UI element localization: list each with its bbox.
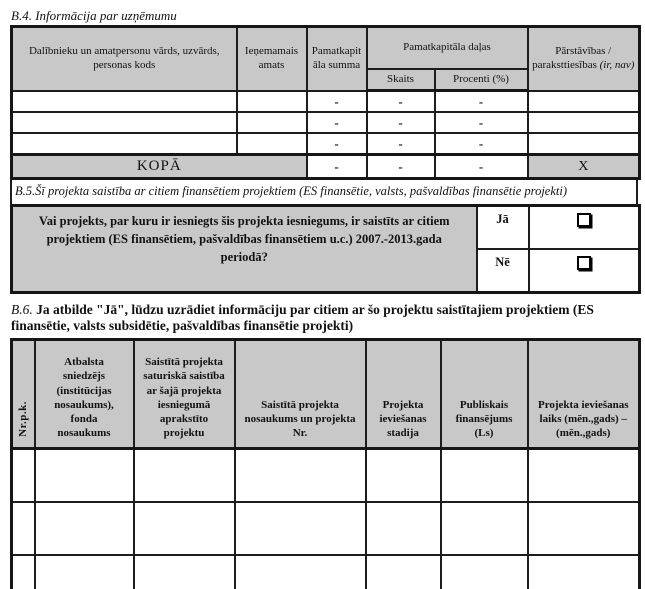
b6-nr-cell[interactable]	[12, 448, 35, 502]
b4-rep-cell[interactable]	[528, 133, 640, 155]
b6-funding-cell[interactable]	[441, 502, 528, 555]
b6-header-nr	[12, 339, 35, 448]
b6-header-nr-label: Nr.p.k.	[17, 400, 30, 437]
b6-provider-cell[interactable]	[35, 555, 134, 589]
b6-header-funding: Publiskais finansējums (Ls)	[441, 339, 528, 448]
b4-count-cell[interactable]: -	[367, 112, 435, 133]
b4-sum-cell[interactable]: -	[307, 112, 367, 133]
table-row	[12, 91, 640, 113]
b4-count-cell[interactable]: -	[367, 133, 435, 155]
b4-position-cell[interactable]	[237, 91, 307, 113]
b6-header-time: Projekta ieviešanas laiks (mēn.,gads) – (mēn.,gads)	[528, 339, 640, 448]
b5-question-text: Vai projekts, par kuru ir iesniegts šis projekta iesniegums, ir saistīts ar citiem projektiem (ES finansētiem, pašvaldības finansētiem u.c.) 2007.-2013.gada periodā?	[12, 205, 477, 292]
b6-funding-cell[interactable]	[441, 448, 528, 502]
b6-time-cell[interactable]	[528, 502, 640, 555]
b4-total-percent: -	[435, 155, 528, 179]
table-row	[12, 555, 640, 589]
b6-header-relation: Saistītā projekta saturiskā saistība ar šajā projekta iesniegumā aprakstīto projektu	[134, 339, 235, 448]
b4-representation-note: (ir, nav)	[599, 58, 635, 71]
b4-total-count: -	[367, 155, 435, 179]
b4-representation-label: Pārstāvības / paraksttiesības	[532, 45, 612, 71]
b6-stage-cell[interactable]	[366, 448, 441, 502]
b4-header-capital-sum: Pamatkapitāla summa	[307, 27, 367, 91]
b5-yes-checkbox-cell[interactable]	[529, 205, 640, 249]
b6-provider-cell[interactable]	[35, 448, 134, 502]
b4-header-shares-percent: Procenti (%)	[435, 69, 528, 91]
b5-option-yes-label: Jā	[477, 205, 529, 249]
b4-total-label: KOPĀ	[12, 155, 307, 179]
b4-header-position: Ieņemamais amats	[237, 27, 307, 91]
section-b6-title	[11, 302, 637, 334]
b4-name-cell[interactable]	[12, 112, 237, 133]
b6-name-nr-cell[interactable]	[235, 555, 366, 589]
b4-company-table	[10, 25, 641, 180]
b6-stage-cell[interactable]	[366, 555, 441, 589]
b6-header-provider: Atbalsta sniedzējs (institūcijas nosaukums), fonda nosaukums	[35, 339, 134, 448]
b5-question-table	[10, 204, 641, 294]
table-row	[12, 448, 640, 502]
b6-nr-cell[interactable]	[12, 502, 35, 555]
b4-percent-cell[interactable]: -	[435, 112, 528, 133]
table-row	[12, 133, 640, 155]
section-b5-title: B.5.Šī projekta saistība ar citiem finansētiem projektiem (ES finansētie, valsts, pašvaldības finansētie projekti)	[10, 180, 638, 204]
b4-percent-cell[interactable]: -	[435, 133, 528, 155]
b4-percent-cell[interactable]: -	[435, 91, 528, 113]
table-row	[12, 502, 640, 555]
b4-header-shares-count: Skaits	[367, 69, 435, 91]
b4-position-cell[interactable]	[237, 112, 307, 133]
b6-header-row	[12, 339, 640, 448]
b4-header-participants: Dalībnieku un amatpersonu vārds, uzvārds, personas kods	[12, 27, 237, 91]
b5-yes-row	[12, 205, 640, 249]
b6-name-nr-cell[interactable]	[235, 502, 366, 555]
b6-related-projects-table	[10, 338, 641, 589]
b5-option-no-label: Nē	[477, 249, 529, 293]
b4-name-cell[interactable]	[12, 133, 237, 155]
b4-sum-cell[interactable]: -	[307, 133, 367, 155]
b6-relation-cell[interactable]	[134, 502, 235, 555]
b4-rep-cell[interactable]	[528, 91, 640, 113]
b6-relation-cell[interactable]	[134, 448, 235, 502]
section-b4-title: B.4. Informācija par uzņēmumu	[11, 8, 177, 23]
b6-header-name-nr: Saistītā projekta nosaukums un projekta Nr.	[235, 339, 366, 448]
b4-rep-cell[interactable]	[528, 112, 640, 133]
b4-header-representation	[528, 27, 640, 91]
b4-count-cell[interactable]: -	[367, 91, 435, 113]
b6-stage-cell[interactable]	[366, 502, 441, 555]
b6-title-text: Ja atbilde "Jā", lūdzu uzrādiet informāciju par citiem ar šo projektu saistītajiem projektiem (ES finansētie, valsts subsidētie, pašvaldības finansētie projekti)	[11, 301, 594, 333]
b4-position-cell[interactable]	[237, 133, 307, 155]
b6-header-stage: Projekta ieviešanas stadija	[366, 339, 441, 448]
b6-time-cell[interactable]	[528, 555, 640, 589]
checkbox-icon[interactable]	[577, 213, 591, 227]
b5-no-checkbox-cell[interactable]	[529, 249, 640, 293]
b4-name-cell[interactable]	[12, 91, 237, 113]
b6-name-nr-cell[interactable]	[235, 448, 366, 502]
b6-relation-cell[interactable]	[134, 555, 235, 589]
b6-funding-cell[interactable]	[441, 555, 528, 589]
b6-title-prefix: B.6.	[11, 301, 33, 317]
checkbox-icon[interactable]	[577, 256, 591, 270]
b6-provider-cell[interactable]	[35, 502, 134, 555]
b4-total-rep: X	[528, 155, 640, 179]
b6-nr-cell[interactable]	[12, 555, 35, 589]
b6-time-cell[interactable]	[528, 448, 640, 502]
b4-total-row	[12, 155, 640, 179]
b4-sum-cell[interactable]: -	[307, 91, 367, 113]
b4-total-sum: -	[307, 155, 367, 179]
b4-header-shares-group: Pamatkapitāla daļas	[367, 27, 528, 70]
table-row	[12, 112, 640, 133]
